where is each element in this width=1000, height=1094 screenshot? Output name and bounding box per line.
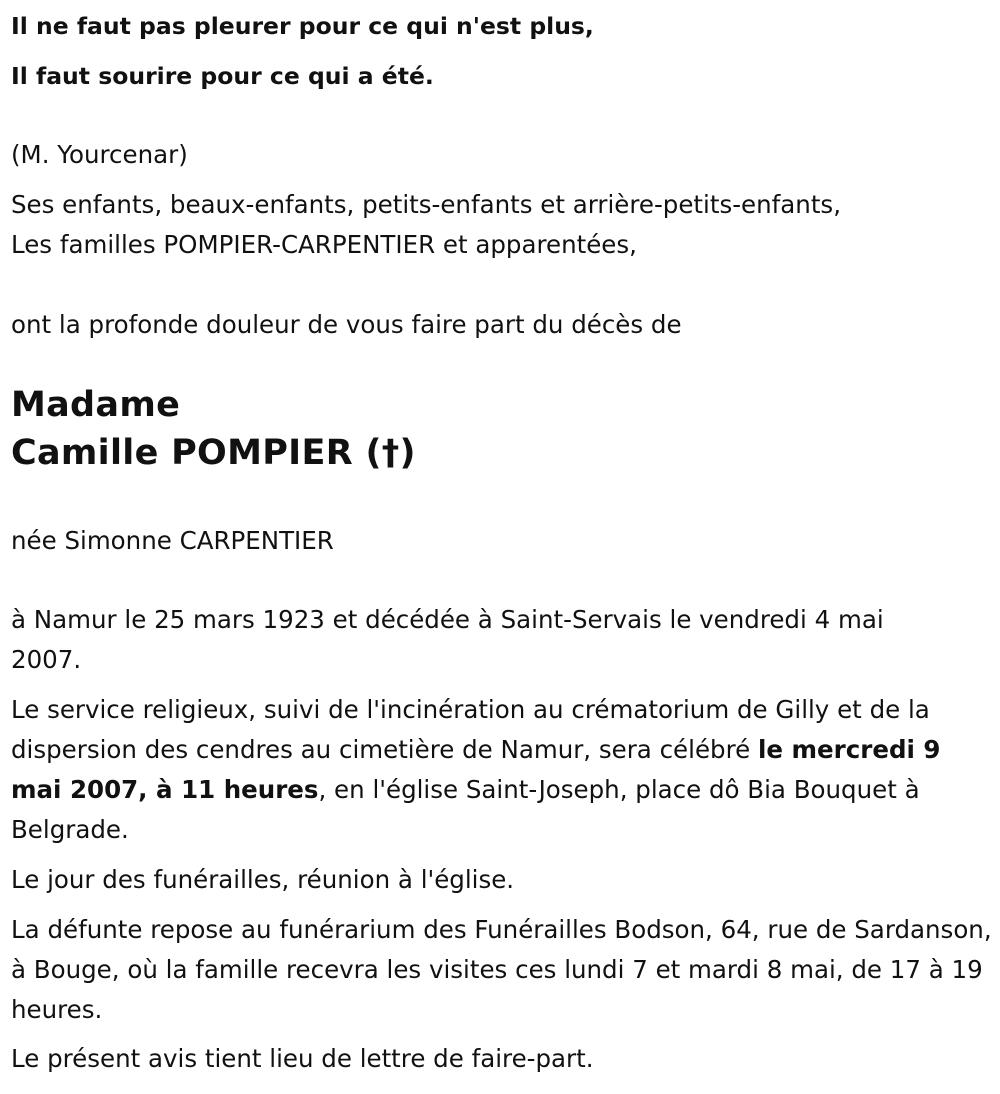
birth-death-line-1: à Namur le 25 mars 1923 et décédée à Saint-Servais le vendredi 4 mai (11, 605, 884, 634)
closing-paragraph: Le présent avis tient lieu de lettre de faire-part. (11, 1044, 594, 1073)
service-date: le mercredi 9 mai 2007, à 11 heures (11, 735, 941, 804)
birth-death-line-2: 2007. (11, 645, 82, 674)
deceased-title: Madame (11, 385, 181, 425)
meeting-paragraph: Le jour des funérailles, réunion à l'église. (11, 865, 515, 894)
service-text-2: , en l'église Saint-Joseph, place dô Bia Bouquet à Belgrade. (11, 775, 920, 844)
quote-line-2: Il faut sourire pour ce qui a été. (11, 62, 434, 90)
family-line-1: Ses enfants, beaux-enfants, petits-enfants et arrière-petits-enfants, (11, 190, 841, 219)
service-text-1: Le service religieux, suivi de l'incinération au crématorium de Gilly et de la dispersion des cendres au cimetière de Namur, sera célébré (11, 695, 930, 764)
deceased-name: Camille POMPIER (†) (11, 433, 416, 473)
family-line-2: Les familles POMPIER-CARPENTIER et apparentées, (11, 230, 637, 259)
visitation-paragraph: La défunte repose au funérarium des Funérailles Bodson, 64, rue de Sardanson, à Bouge, où la famille recevra les visites ces lundi 7 et mardi 8 mai, de 17 à 19 heures. (11, 915, 992, 1024)
maiden-name: née Simonne CARPENTIER (11, 526, 334, 555)
announcement-text: ont la profonde douleur de vous faire part du décès de (11, 310, 682, 339)
quote-line-1: Il ne faut pas pleurer pour ce qui n'est plus, (11, 12, 594, 40)
service-paragraph (11, 690, 993, 850)
quote-author: (M. Yourcenar) (11, 140, 188, 169)
